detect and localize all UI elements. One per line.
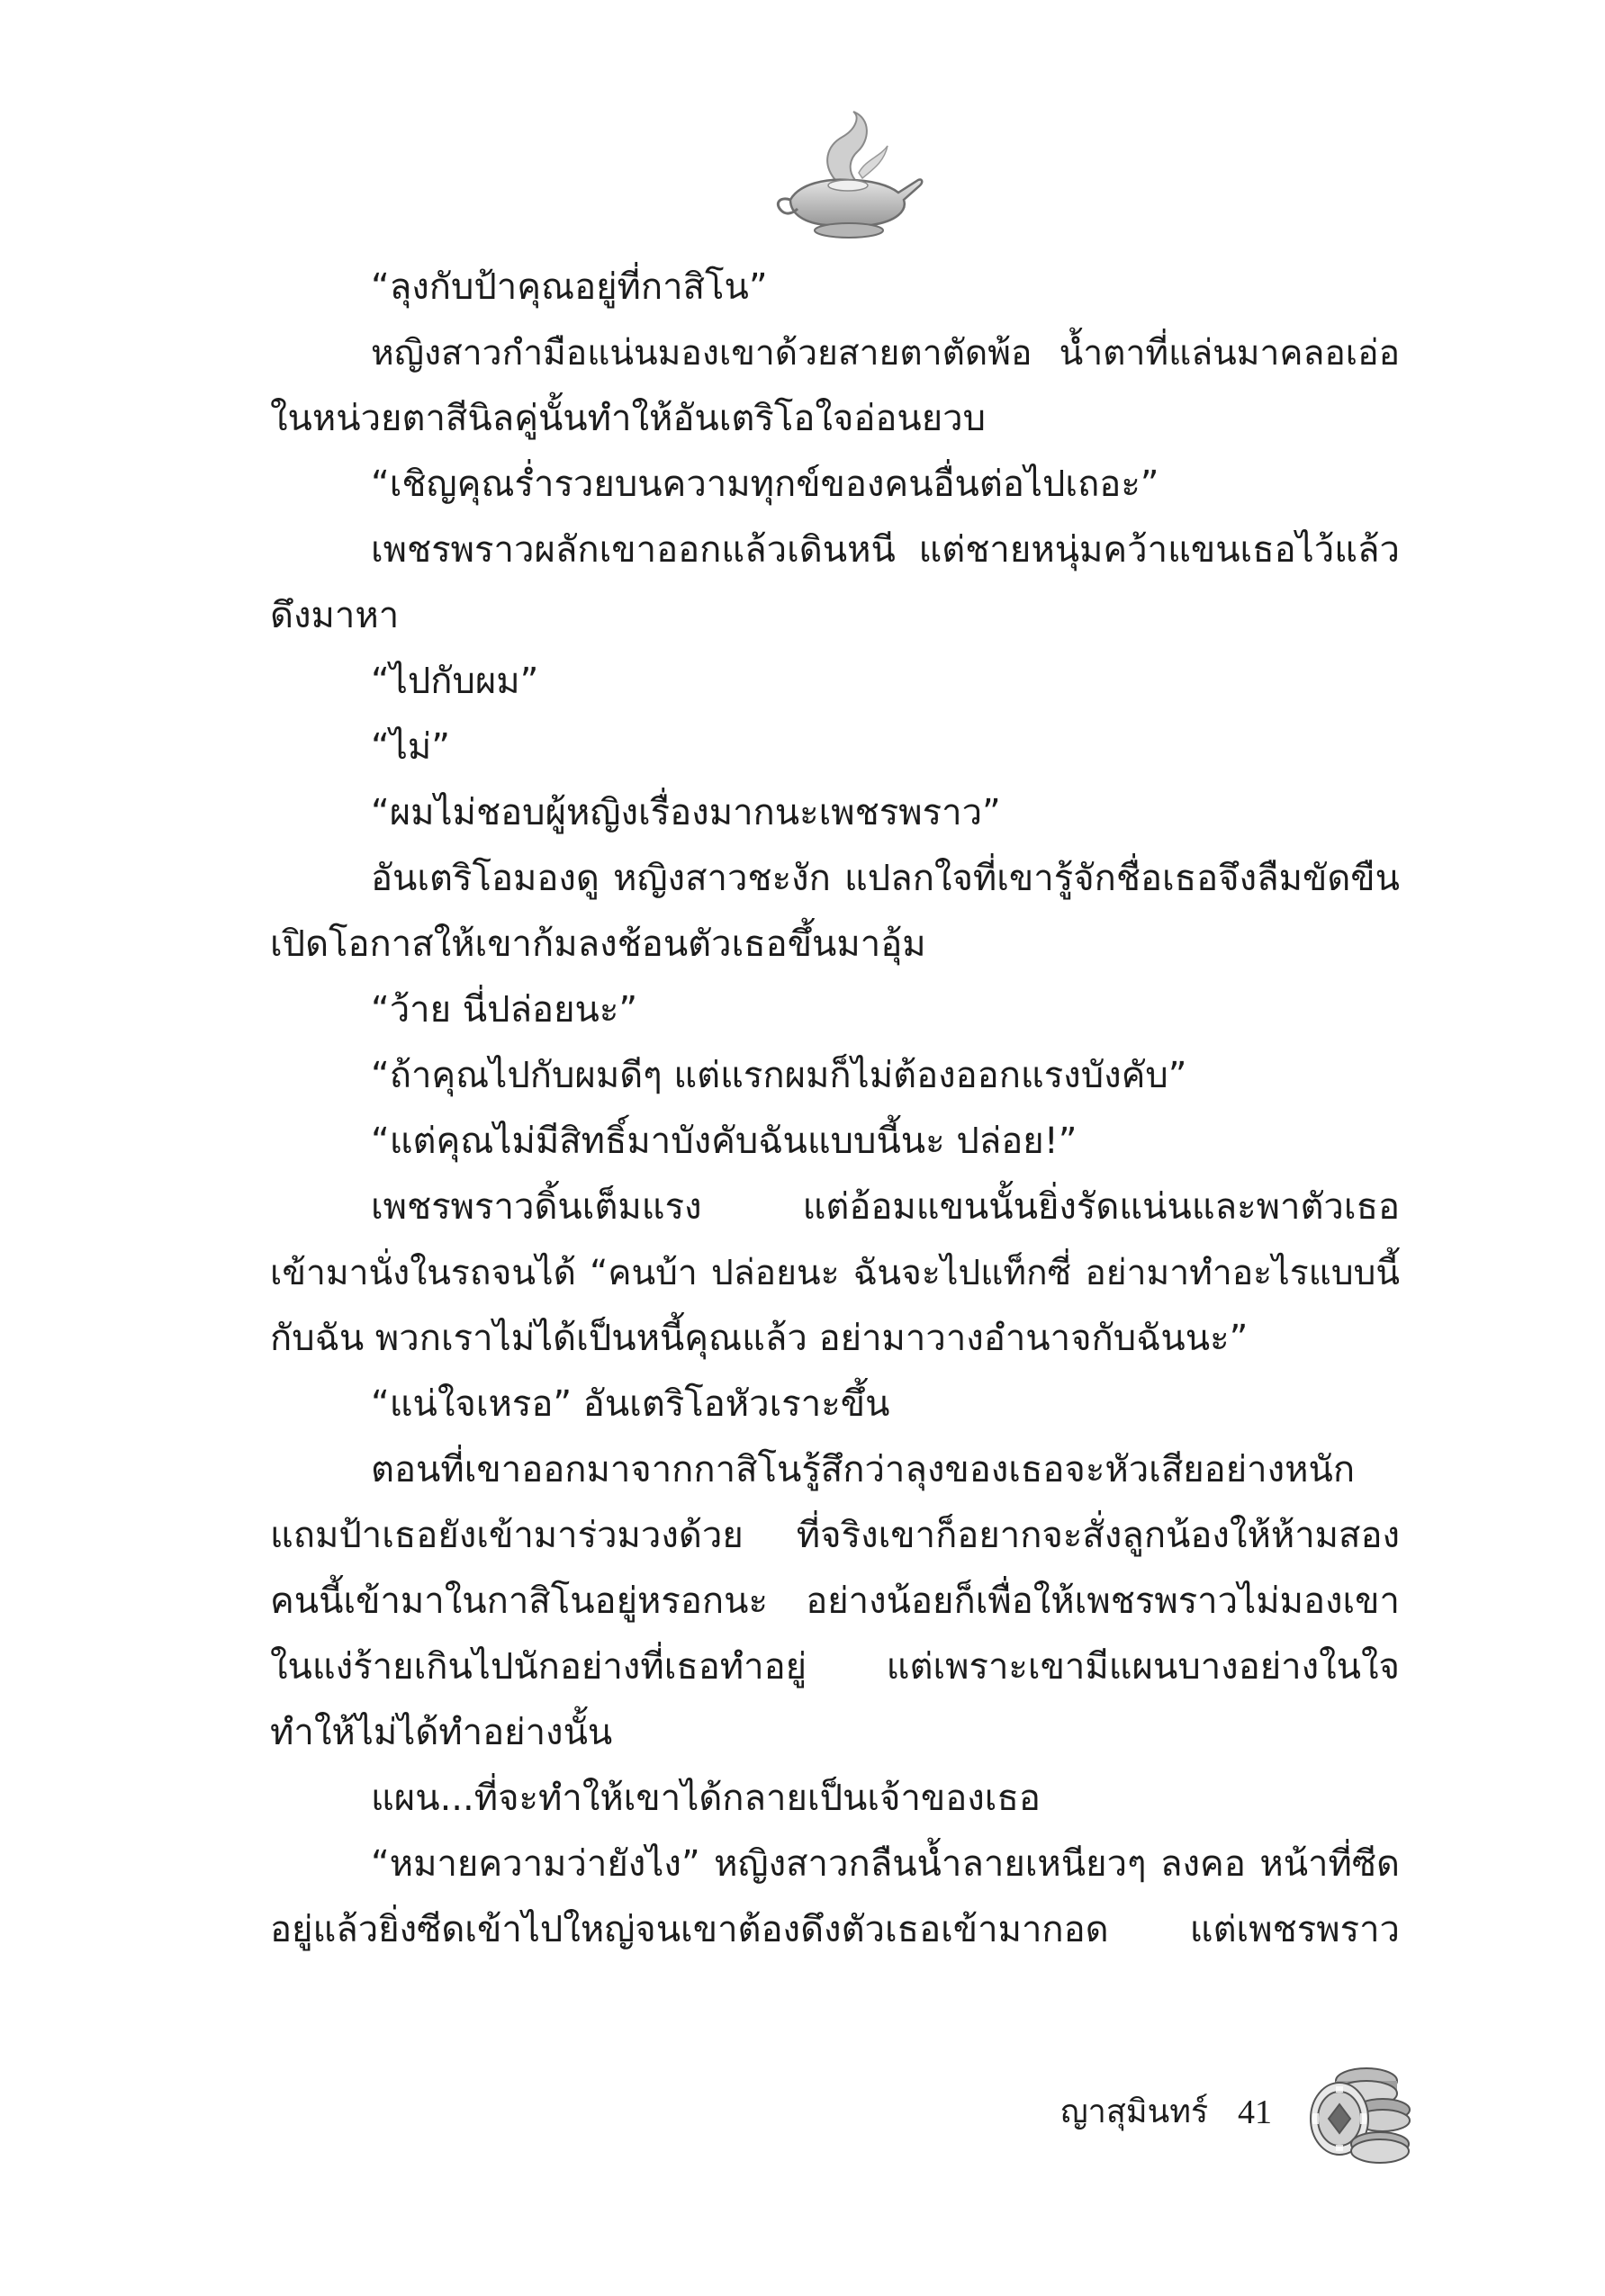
text-line: เปิดโอกาสให้เขาก้มลงช้อนตัวเธอขึ้นมาอุ้ม	[270, 923, 926, 965]
text-line: หญิงสาวกำมือแน่นมองเขาด้วยสายตาตัดพ้อ น้ำตาที่แล่นมาคลอเอ่อ	[371, 333, 1400, 374]
text-line: แถมป้าเธอยังเข้ามาร่วมวงด้วย ที่จริงเขาก็อยากจะสั่งลูกน้องให้ห้ามสอง	[270, 1515, 1400, 1556]
text-line: “แน่ใจเหรอ” อันเตริโอหัวเราะขึ้น	[371, 1383, 890, 1425]
genie-lamp-icon	[772, 110, 925, 245]
text-line: เพชรพราวผลักเขาออกแล้วเดินหนี แต่ชายหนุ่มคว้าแขนเธอไว้แล้ว	[371, 529, 1400, 571]
text-line: “ถ้าคุณไปกับผมดีๆ แต่แรกผมก็ไม่ต้องออกแรงบังคับ”	[371, 1055, 1187, 1096]
text-line: เข้ามานั่งในรถจนได้ “คนบ้า ปล่อยนะ ฉันจะไปแท็กซี่ อย่ามาทำอะไรแบบนี้	[270, 1253, 1400, 1293]
text-line: “ไปกับผม”	[371, 661, 539, 702]
text-line: ตอนที่เขาออกมาจากกาสิโนรู้สึกว่าลุงของเธอจะหัวเสียอย่างหนัก	[371, 1449, 1356, 1490]
text-line: “ลุงกับป้าคุณอยู่ที่กาสิโน”	[371, 266, 768, 308]
author-name: ญาสุมินทร์	[1060, 2093, 1209, 2130]
text-line: “ไม่”	[371, 726, 450, 768]
text-line: ในหน่วยตาสีนิลคู่นั้นทำให้อันเตริโอใจอ่อนยวบ	[270, 398, 987, 439]
text-line: “เชิญคุณร่ำรวยบนความทุกข์ของคนอื่นต่อไปเถอะ”	[371, 464, 1159, 505]
text-line: “ผมไม่ชอบผู้หญิงเรื่องมากนะเพชรพราว”	[371, 792, 1001, 833]
text-line: อยู่แล้วยิ่งซีดเข้าไปใหญ่จนเขาต้องดึงตัวเธอเข้ามากอด แต่เพชรพราว	[270, 1909, 1400, 1950]
text-line: ทำให้ไม่ได้ทำอย่างนั้น	[270, 1712, 613, 1753]
text-line: “หมายความว่ายังไง” หญิงสาวกลืนน้ำลายเหนียวๆ ลงคอ หน้าที่ซีด	[371, 1843, 1400, 1885]
text-line: ดึงมาหา	[270, 595, 400, 636]
text-line: แผน...ที่จะทำให้เขาได้กลายเป็นเจ้าของเธอ	[371, 1778, 1041, 1819]
text-line: “ว้าย นี่ปล่อยนะ”	[371, 989, 638, 1031]
text-line: เพชรพราวดิ้นเต็มแรง แต่อ้อมแขนนั้นยิ่งรัดแน่นและพาตัวเธอ	[371, 1186, 1400, 1228]
page-number: 41	[1238, 2093, 1272, 2131]
text-line: “แต่คุณไม่มีสิทธิ์มาบังคับฉันแบบนี้นะ ปล่อย!”	[371, 1121, 1078, 1162]
poker-chips-icon	[1303, 2054, 1416, 2166]
text-line: คนนี้เข้ามาในกาสิโนอยู่หรอกนะ อย่างน้อยก็เพื่อให้เพชรพราวไม่มองเขา	[270, 1580, 1400, 1622]
body-text	[270, 255, 1400, 1963]
text-line: ในแง่ร้ายเกินไปนักอย่างที่เธอทำอยู่ แต่เพราะเขามีแผนบางอย่างในใจ	[270, 1646, 1400, 1688]
text-line: กับฉัน พวกเราไม่ได้เป็นหนี้คุณแล้ว อย่ามาวางอำนาจกับฉันนะ”	[270, 1318, 1249, 1359]
text-line: อันเตริโอมองดู หญิงสาวชะงัก แปลกใจที่เขารู้จักชื่อเธอจึงลืมขัดขืน	[371, 858, 1400, 899]
